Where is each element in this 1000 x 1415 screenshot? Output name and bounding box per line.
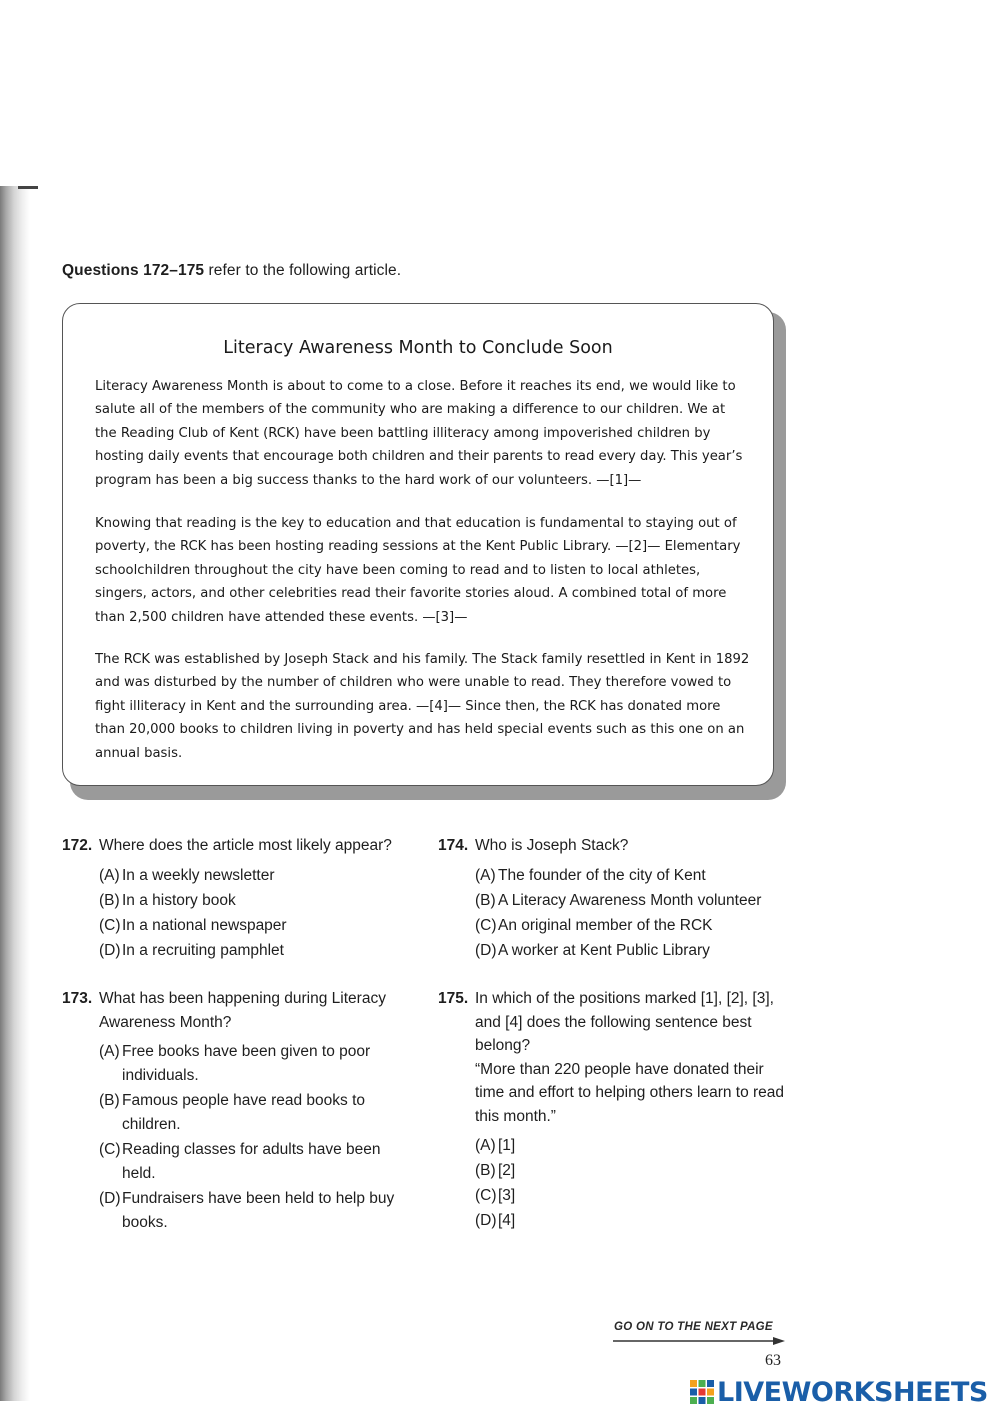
right-arrow-icon [613, 1337, 785, 1345]
questions-range: Questions 172–175 [62, 262, 205, 279]
option-d[interactable] [99, 939, 417, 963]
question-text: Where does the article most likely appear? [99, 837, 392, 854]
option-c[interactable] [99, 914, 417, 938]
option-a[interactable] [475, 864, 788, 888]
question-175-options [438, 1134, 788, 1233]
question-173 [62, 987, 417, 1236]
article-box [62, 303, 774, 786]
option-letter: (D) [475, 941, 497, 959]
option-text: In a history book [122, 891, 236, 909]
option-letter: (B) [475, 1162, 496, 1179]
article-title: Literacy Awareness Month to Conclude Soon [223, 338, 613, 358]
option-letter: (A) [475, 1137, 496, 1154]
option-d[interactable] [475, 939, 788, 963]
option-letter: (D) [99, 1190, 121, 1207]
option-text: [1] [498, 1137, 516, 1154]
option-letter: (C) [475, 916, 497, 934]
option-b[interactable] [99, 1089, 417, 1136]
option-a[interactable] [475, 1134, 788, 1158]
article-paragraph-1: Literacy Awareness Month is about to come to a close. Before it reaches its end, we would like to salute all of the members of the community who are making a difference to our children. We at the Reading Club of Kent (RCK) have been battling illiteracy among impoverished children by hosting daily events that encourage both children and their parents to read every day. This year’s program has been a big success thanks to the hard work of our volunteers. —[1]— [95, 379, 743, 488]
option-text: [3] [498, 1187, 516, 1204]
option-letter: (A) [99, 1043, 120, 1060]
article-paragraph-2: Knowing that reading is the key to education and that education is fundamental to staying out of poverty, the RCK has been hosting reading sessions at the Kent Public Library. —[2]— Elementary schoolchildren throughout the city have been coming to read and to listen to local athletes, singers, actors, and other celebrities read their favorite stories aloud. A combined total of more than 2,500 children have attended these events. —[3]— [95, 516, 741, 625]
question-175-stem [438, 987, 788, 1058]
option-letter: (D) [475, 1212, 497, 1229]
question-174-stem [438, 834, 788, 858]
option-letter: (D) [99, 941, 121, 959]
option-text: Free books have been given to poor individuals. [122, 1043, 371, 1084]
question-text: What has been happening during Literacy Awareness Month? [99, 990, 386, 1031]
option-text: [2] [498, 1162, 516, 1179]
option-letter: (C) [475, 1187, 497, 1204]
liveworksheets-grid-icon [690, 1380, 714, 1404]
option-a[interactable] [99, 864, 417, 888]
option-b[interactable] [475, 1159, 788, 1183]
option-text: Fundraisers have been held to help buy books. [122, 1190, 395, 1231]
questions-intro-text: refer to the following article. [204, 262, 402, 279]
question-173-stem [62, 987, 417, 1034]
option-text: In a national newspaper [122, 916, 287, 934]
question-172-stem [62, 834, 417, 858]
option-letter: (B) [99, 891, 120, 909]
option-c[interactable] [99, 1138, 417, 1185]
question-174-options [438, 864, 788, 963]
question-174 [438, 834, 788, 964]
option-c[interactable] [475, 1184, 788, 1208]
option-text: Famous people have read books to children. [122, 1092, 365, 1133]
option-text: Reading classes for adults have been held. [122, 1141, 381, 1182]
option-letter: (B) [475, 891, 496, 909]
option-text: In a recruiting pamphlet [122, 941, 284, 959]
scan-binding-shadow [0, 186, 30, 1401]
option-text: A Literacy Awareness Month volunteer [498, 891, 762, 909]
go-on-next-page-label: GO ON TO THE NEXT PAGE [614, 1321, 773, 1333]
option-c[interactable] [475, 914, 788, 938]
liveworksheets-logo [690, 1376, 988, 1408]
option-text: A worker at Kent Public Library [498, 941, 710, 959]
option-b[interactable] [99, 889, 417, 913]
question-text: Who is Joseph Stack? [475, 837, 629, 854]
option-text: [4] [498, 1212, 516, 1229]
question-text: In which of the positions marked [1], [2], [3], and [4] does the following sentence best belong? [475, 990, 774, 1054]
scan-binding-mark [18, 186, 38, 189]
question-175-quote: “More than 220 people have donated their time and effort to helping others learn to read this month.” [475, 1060, 785, 1125]
option-text: An original member of the RCK [498, 916, 713, 934]
question-172-options [62, 864, 417, 963]
question-number: 175. [438, 990, 469, 1007]
question-175 [438, 987, 788, 1234]
page-number: 63 [765, 1352, 781, 1369]
option-letter: (B) [99, 1092, 120, 1109]
option-letter: (A) [99, 866, 120, 884]
option-d[interactable] [475, 1209, 788, 1233]
option-d[interactable] [99, 1187, 417, 1234]
article-paragraph-3: The RCK was established by Joseph Stack and his family. The Stack family resettled in Kent in 1892 and was disturbed by the number of children who were unable to read. They therefore vowed to fight illiteracy in Kent and the surrounding area. —[4]— Since then, the RCK has donated more than 20,000 books to children living in poverty and has held special events such as this one on an annual basis. [95, 652, 750, 761]
option-letter: (C) [99, 1141, 121, 1158]
question-number: 172. [62, 837, 93, 854]
option-text: In a weekly newsletter [122, 866, 275, 884]
question-number: 173. [62, 990, 93, 1007]
option-letter: (A) [475, 866, 496, 884]
option-a[interactable] [99, 1040, 417, 1087]
question-173-options [62, 1040, 417, 1234]
option-b[interactable] [475, 889, 788, 913]
option-text: The founder of the city of Kent [498, 866, 706, 884]
option-letter: (C) [99, 916, 121, 934]
questions-intro [62, 262, 401, 280]
liveworksheets-wordmark: LIVEWORKSHEETS [717, 1376, 988, 1408]
question-number: 174. [438, 837, 469, 854]
question-172 [62, 834, 417, 964]
